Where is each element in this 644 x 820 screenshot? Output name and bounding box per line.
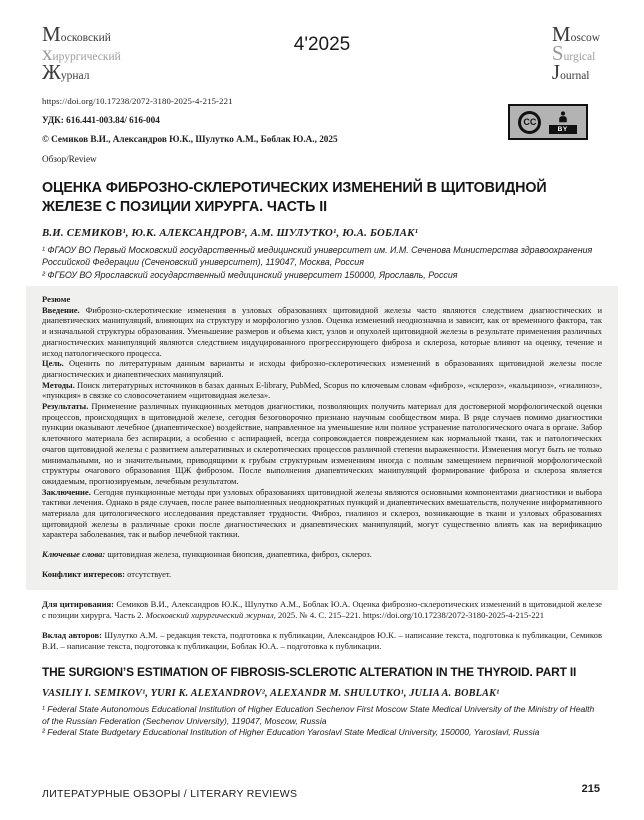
affiliation-en-2: ² Federal State Budgetary Educational Institution of Higher Education Yaroslavl State Medical University, 150000, Yaroslavl, Russia — [42, 727, 540, 738]
section-text: Применение различных пункционных методов диагностики, позволяющих получить материал для достоверной морфологической оценки процессов, происходящих в щитовидной железе, сегодня безоговорочно признано научным сообществом мира. В ряде случаев помимо диагностики пункции оказывают лечебное (диапевтическое) воздействие, направленное на уменьшение или полное устранение патологического очага в органе. Забор клеточного материала без аспирации, а особенно с аспирацией, всегда сопровождается повреждением как нормальной ткани, так и патологических очагов щитовидной железы с развитием альтеративных и склеротических процессов различной степени выраженности. Изменения могут быть не только минимальными, но и значительными, приводящими к грубым структурным изменениям иногда с полным замещением первичной морфологической структуры очагового образования ЩЖ фиброзом. После выполнения диапевтических манипуляций формирование фиброза и склероза является ожидаемым, прогнозируемым, лечебным результатом. — [42, 401, 602, 486]
abstract-section-methods — [42, 380, 602, 401]
citation-text: Семиков В.И., Александров Ю.К., Шулутко А.М., Боблак Ю.А. Оценка фиброзно-склеротических изменений в щитовидной железе с позиции хирурга. Часть 2. — [42, 598, 602, 620]
udk-code: УДК: 616.441-003.84/ 616-004 — [42, 115, 160, 125]
section-lead: Заключение. — [42, 486, 91, 497]
doi-link[interactable]: https://doi.org/10.17238/2072-3180-2025-4-215-221 — [42, 96, 233, 106]
keywords-label: Ключевые слова: — [42, 549, 106, 560]
section-lead: Введение. — [42, 304, 80, 315]
keywords-text: щитовидная железа, пункционная биопсия, диапевтика, фиброз, склероз. — [105, 549, 372, 560]
affiliation-en-1: ¹ Federal State Autonomous Educational Institution of Higher Education Sechenov First Moscow State Medical University of the Ministry of Health of the Russian Federation (Sechenov University), 119047, Moscow, Russia — [42, 704, 595, 726]
article-content — [42, 96, 602, 739]
abstract-label: Резюме — [42, 294, 71, 304]
contribution-text: Шулутко А.М. – редакция текста, подготовка к публикации, Александров Ю.К. – написание текста, подготовка к публикации, Семиков В.И. – написание текста, подготовка к публикации, Боблак Ю.А. – подготовка к публикации. — [42, 629, 602, 652]
logo-ru-line1: Московский — [42, 22, 111, 46]
by-label: BY — [549, 125, 577, 134]
section-lead: Результаты. — [42, 401, 89, 412]
citation-block — [42, 599, 602, 621]
article-title-ru: ОЦЕНКА ФИБРОЗНО-СКЛЕРОТИЧЕСКИХ ИЗМЕНЕНИЙ В ЩИТОВИДНОЙ ЖЕЛЕЗЕ С ПОЗИЦИИ ХИРУРГА. ЧАСТЬ II — [42, 180, 547, 215]
affiliations-en — [42, 704, 602, 739]
affiliation-ru-2: ² ФГБОУ ВО Ярославский государственный медицинский университет 150000, Ярославль, Россия — [42, 269, 458, 280]
conflict-of-interest-line — [42, 569, 602, 580]
article-type: Обзор/Review — [42, 154, 97, 164]
abstract-box — [26, 286, 618, 590]
footer-section-title: ЛИТЕРАТУРНЫЕ ОБЗОРЫ / LITERARY REVIEWS — [42, 788, 298, 800]
affiliations-ru — [42, 244, 602, 281]
section-text: Сегодня пункционные методы при узловых образованиях щитовидной железы являются основными компонентами диагностики и выбора тактики лечения. Однако в ряде случаев, после ранее выполненных неоднократных пункций и диапевтических вмешательств, получение информативного материала для цитологического исследования представляет трудности. Фиброз, гиалиноз и склероз, возникающие в ткани и узловых образованиях щитовидной железы в различные сроки после диагностических и диапевтических манипуляций, могут существенно влиять как на верификацию характера заболевания, так и выбор лечебной тактики. — [42, 486, 602, 540]
logo-ru-line2: хирургический — [42, 40, 121, 65]
abstract-section-conclusion — [42, 487, 602, 541]
authors-en: VASILIY I. SEMIKOV¹, YURI K. ALEXANDROV², ALEXANDR M. SHULUTKO¹, JULIA A. BOBLAK¹ — [42, 688, 500, 700]
logo-en-line3: Journal — [551, 59, 590, 84]
page-number: 215 — [581, 783, 600, 795]
issue-number: 4'2025 — [293, 34, 351, 55]
abstract-section-aim — [42, 358, 602, 379]
abstract-section-results — [42, 401, 602, 487]
conflict-label: Конфликт интересов: — [42, 568, 125, 579]
section-lead: Методы. — [42, 379, 75, 390]
section-text: Фиброзно-склеротические изменения в узловых образованиях щитовидной железы часто являются следствием диагностических и диапевтических манипуляций, влияющих на структуру и морфологию узлов. Оценка изменений неоднозначна и зависит, как от временного фактора, так и изначальной структуры образования. Уменьшение размеров и объема кист, узлов и опухолей щитовидной железы в результате применения различных диагностических манипуляций являются следствием индуцированного прогрессирующего фиброза и склероза, которые влияют на оценку, течение и исход патологического процесса. — [42, 304, 602, 358]
logo-en-line2: Surgical — [551, 40, 596, 65]
cc-icon: CC — [518, 111, 541, 134]
conflict-text: отсутствует. — [125, 568, 172, 579]
journal-logo-en — [551, 22, 600, 84]
citation-tail: , 2025. № 4. С. 215–221. https://doi.org/10.17238/2072-3180-2025-4-215-221 — [273, 609, 545, 620]
logo-ru-line3: Журнал — [42, 59, 90, 84]
page-footer — [42, 783, 600, 800]
section-text: Оценить по литературным данным варианты и исходы фиброзно-склеротических изменений в образованиях щитовидной железы после диагностических и диапевтических манипуляций. — [42, 358, 602, 379]
logo-en-line1: Moscow — [551, 22, 600, 46]
contribution-label: Вклад авторов: — [42, 629, 102, 640]
citation-label: Для цитирования: — [42, 598, 115, 609]
copyright-line: © Семиков В.И., Александров Ю.К., Шулутко А.М., Боблак Ю.А., 2025 — [42, 134, 338, 144]
authors-contribution-block — [42, 630, 602, 652]
abstract-section-introduction — [42, 305, 602, 359]
section-lead: Цель. — [42, 358, 64, 369]
article-title-en: THE SURGION’S ESTIMATION OF FIBROSIS-SCLEROTIC ALTERATION IN THE THYROID. PART II — [42, 665, 577, 680]
section-text: Поиск литературных источников в базах данных E-library, PubMed, Scopus по ключевым словам «фиброз», «склероз», «кальциноз», «гиалиноз», «пункция» в связке со словосочетанием «щитовидная железа». — [42, 379, 602, 401]
affiliation-ru-1: ¹ ФГАОУ ВО Первый Московский государственный медицинский университет им. И.М. Сеченова Министерства здравоохранения Российской Федерации (Сеченовский университет), 119047, Москва, Россия — [42, 245, 593, 268]
keywords-line — [42, 549, 602, 560]
authors-ru: В.И. СЕМИКОВ¹, Ю.К. АЛЕКСАНДРОВ², А.М. ШУЛУТКО¹, Ю.А. БОБЛАК¹ — [42, 227, 419, 240]
citation-journal-name: Московский хирургический журнал — [145, 609, 274, 620]
